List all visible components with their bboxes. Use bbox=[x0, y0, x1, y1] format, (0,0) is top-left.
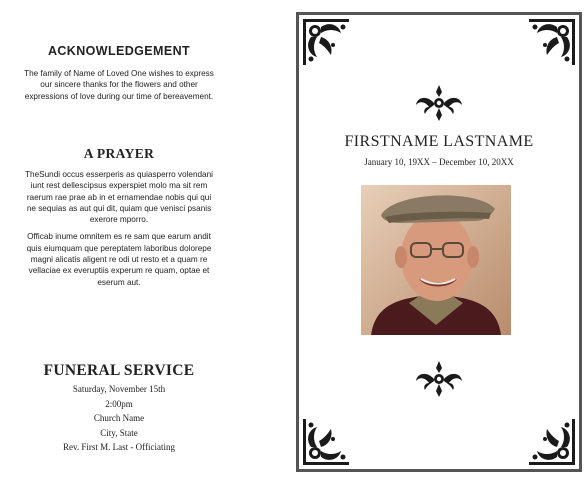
corner-ornament-icon bbox=[527, 417, 577, 467]
corner-ornament-icon bbox=[301, 17, 351, 67]
acknowledgement-section bbox=[4, 44, 234, 102]
service-church: Church Name bbox=[93, 413, 145, 423]
prayer-line: raerum rae prae ab in et ernamendae nobis qui qui bbox=[26, 192, 212, 202]
prayer-line: exerore mporro. bbox=[89, 215, 149, 225]
prayer-line: eserum aut. bbox=[97, 277, 141, 287]
inside-left-panel bbox=[0, 0, 292, 483]
funeral-service-section bbox=[4, 362, 234, 455]
prayer-line: ne sequias as aut qui dit, quiam que venisci psanis bbox=[26, 203, 212, 213]
corner-ornament-icon bbox=[301, 417, 351, 467]
prayer-line: Officab inume omnitem es re sam que earum andit bbox=[27, 232, 211, 242]
prayer-paragraph-2 bbox=[4, 231, 234, 287]
corner-ornament-icon bbox=[527, 17, 577, 67]
life-dates: January 10, 19XX – December 10, 20XX bbox=[364, 157, 514, 167]
prayer-line: TheSundi occus esserperis as quiasperro volendani bbox=[25, 170, 213, 179]
cover-panel bbox=[296, 12, 582, 472]
prayer-heading: A PRAYER bbox=[83, 146, 155, 161]
portrait-photo bbox=[361, 185, 511, 335]
acknowledgement-line: The family of Name of Loved One wishes to express bbox=[24, 69, 214, 78]
service-date: Saturday, November 15th bbox=[72, 384, 166, 394]
service-location: City, State bbox=[100, 427, 138, 438]
prayer-line: quis eiumquam que pereptatem laboribus dolorepe bbox=[26, 243, 212, 253]
flourish-ornament-icon bbox=[413, 83, 465, 123]
acknowledgement-text bbox=[4, 68, 234, 102]
acknowledgement-line: expressions of love during our time of bereavement. bbox=[24, 91, 214, 101]
prayer-line: vellaciae ex everuptiis experum re quam, optae et bbox=[28, 266, 210, 276]
prayer-paragraph-1 bbox=[4, 169, 234, 225]
prayer-line: iunt rest dellescipsus experspiet molo ma sit rem bbox=[30, 181, 208, 191]
acknowledgement-line: our sincere thanks for the flowers and other bbox=[40, 80, 198, 90]
prayer-line: magni alicatis aligent re odi ut resto et a quam re bbox=[30, 255, 208, 265]
cover-inner bbox=[299, 15, 579, 469]
deceased-name: FIRSTNAME LASTNAME bbox=[344, 133, 534, 150]
funeral-service-heading: FUNERAL SERVICE bbox=[43, 362, 195, 379]
acknowledgement-heading: ACKNOWLEDGEMENT bbox=[47, 44, 191, 58]
service-officiant: Rev. First M. Last - Officiating bbox=[63, 442, 175, 452]
flourish-ornament-icon bbox=[413, 359, 465, 399]
prayer-section bbox=[4, 146, 234, 288]
service-time: 2:00pm bbox=[105, 398, 133, 409]
